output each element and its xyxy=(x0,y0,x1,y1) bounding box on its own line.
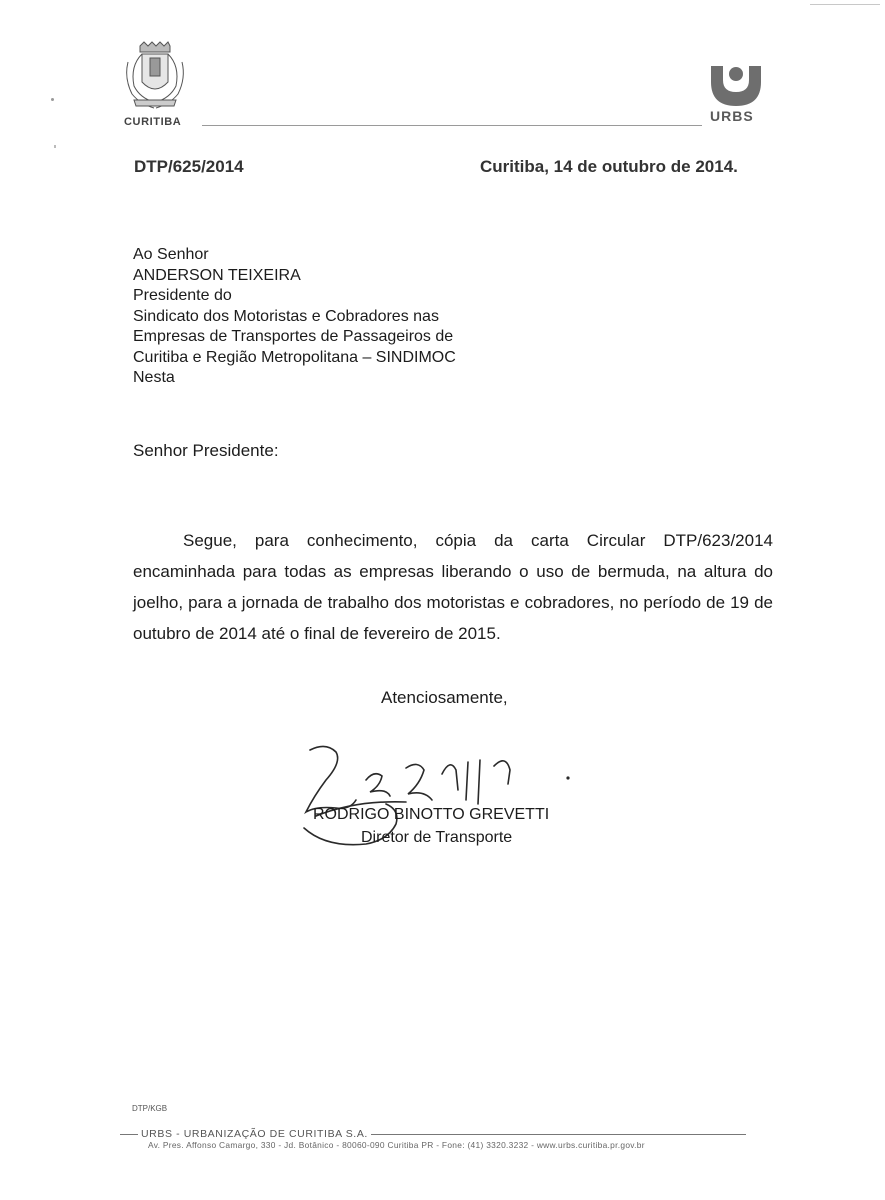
recipient-line: Sindicato dos Motoristas e Cobradores nas xyxy=(133,307,439,325)
recipient-line: Presidente do xyxy=(133,287,232,304)
city-label: CURITIBA xyxy=(124,116,182,128)
signer-name: RODRIGO BINOTTO GREVETTI xyxy=(313,806,550,823)
recipient-line: Ao Senhor xyxy=(133,246,209,263)
letter-body xyxy=(133,525,773,649)
scan-speck xyxy=(54,145,56,148)
urbs-logo-text: URBS xyxy=(710,108,754,124)
recipient-line: Empresas de Transportes de Passageiros de xyxy=(133,328,454,345)
closing: Atenciosamente, xyxy=(381,688,508,707)
recipient-name: ANDERSON TEIXEIRA xyxy=(133,266,301,284)
footer-rule xyxy=(120,1134,138,1135)
footer-company xyxy=(120,1128,746,1140)
footer-rule xyxy=(371,1134,746,1135)
footer-address: Av. Pres. Affonso Camargo, 330 - Jd. Botânico - 80060-090 Curitiba PR - Fone: (41) 3320.3232 - www.urbs.curitiba.pr.gov.br xyxy=(148,1140,645,1150)
recipient-line: Curitiba e Região Metropolitana – SINDIMOC xyxy=(133,348,456,366)
letter-body-text: Segue, para conhecimento, cópia da carta Circular DTP/623/2014 encaminhada para todas as empresas liberando o uso de bermuda, na altura do joelho, para a jornada de trabalho dos motoristas e cobradores, no período de 19 de outubro de 2014 até o final de fevereiro de 2015. xyxy=(133,531,773,643)
urbs-logo-icon xyxy=(707,62,765,108)
signer-title: Diretor de Transporte xyxy=(361,829,513,846)
footer-code: DTP/KGB xyxy=(132,1104,168,1113)
document-reference: DTP/625/2014 xyxy=(134,157,244,176)
recipient-line: Nesta xyxy=(133,369,175,386)
salutation: Senhor Presidente: xyxy=(133,441,279,460)
curitiba-coat-of-arms-logo xyxy=(120,40,190,112)
header-rule xyxy=(202,125,702,126)
recipient-block xyxy=(133,245,456,389)
document-date: Curitiba, 14 de outubro de 2014. xyxy=(480,157,738,176)
footer-company-name: URBS - URBANIZAÇÃO DE CURITIBA S.A. xyxy=(141,1128,368,1140)
scan-edge-mark xyxy=(810,4,880,5)
scan-speck xyxy=(51,98,54,101)
